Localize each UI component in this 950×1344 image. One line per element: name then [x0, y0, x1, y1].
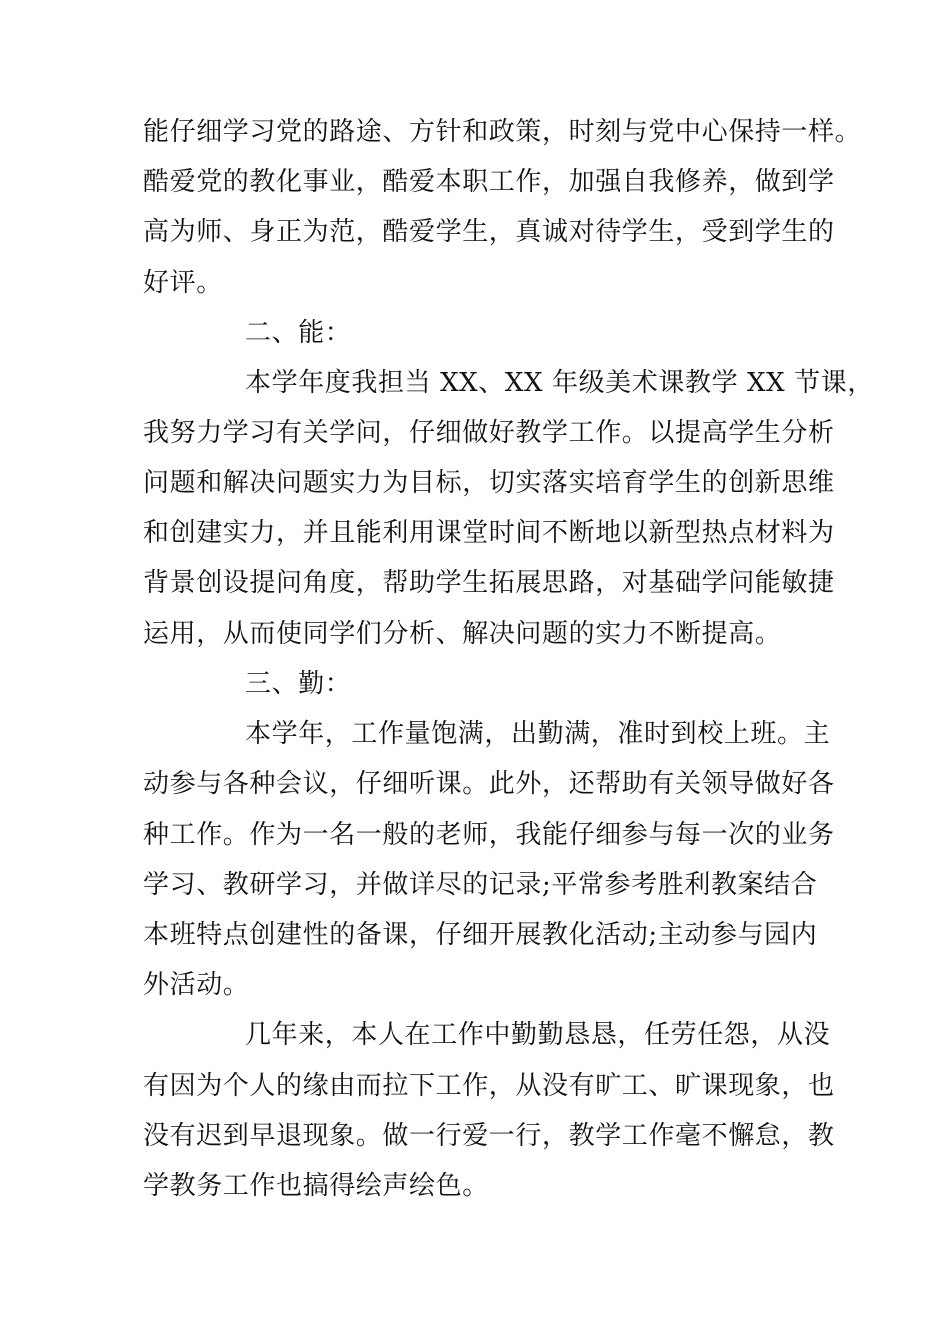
text-line: 好评。 — [143, 268, 223, 298]
text-line: 外活动。 — [143, 970, 250, 1000]
section-heading: 三、勤： — [245, 669, 352, 699]
text-line: 酷爱党的教化事业，酷爱本职工作，加强自我修养，做到学 — [143, 167, 835, 197]
text-line: 没有迟到早退现象。做一行爱一行，教学工作毫不懈怠，教 — [143, 1121, 835, 1151]
text-line: 本学年度我担当 XX、XX 年级美术课教学 XX 节课， — [245, 368, 874, 398]
text-line: 学习、教研学习，并做详尽的记录;平常参考胜利教案结合 — [143, 870, 818, 900]
text-line: 本班特点创建性的备课，仔细开展教化活动;主动参与园内 — [143, 920, 818, 950]
text-line: 能仔细学习党的路途、方针和政策，时刻与党中心保持一样。 — [143, 117, 862, 147]
text-line: 有因为个人的缘由而拉下工作，从没有旷工、旷课现象，也 — [143, 1071, 835, 1101]
text-line: 学教务工作也搞得绘声绘色。 — [143, 1171, 489, 1201]
text-line: 本学年，工作量饱满，出勤满，准时到校上班。主 — [245, 719, 831, 749]
text-line: 几年来，本人在工作中勤勤恳恳，任劳任怨，从没 — [245, 1020, 831, 1050]
text-line: 和创建实力，并且能利用课堂时间不断地以新型热点材料为 — [143, 518, 835, 548]
text-line: 种工作。作为一名一般的老师，我能仔细参与每一次的业务 — [143, 820, 835, 850]
section-heading: 二、能： — [245, 318, 352, 348]
text-line: 高为师、身正为范，酷爱学生，真诚对待学生，受到学生的 — [143, 217, 835, 247]
text-line: 问题和解决问题实力为目标，切实落实培育学生的创新思维 — [143, 468, 835, 498]
text-line: 背景创设提问角度，帮助学生拓展思路，对基础学问能敏捷 — [143, 568, 835, 598]
text-line: 我努力学习有关学问，仔细做好教学工作。以提高学生分析 — [143, 418, 835, 448]
text-line: 运用，从而使同学们分析、解决问题的实力不断提高。 — [143, 619, 782, 649]
text-line: 动参与各种会议，仔细听课。此外，还帮助有关领导做好各 — [143, 769, 835, 799]
